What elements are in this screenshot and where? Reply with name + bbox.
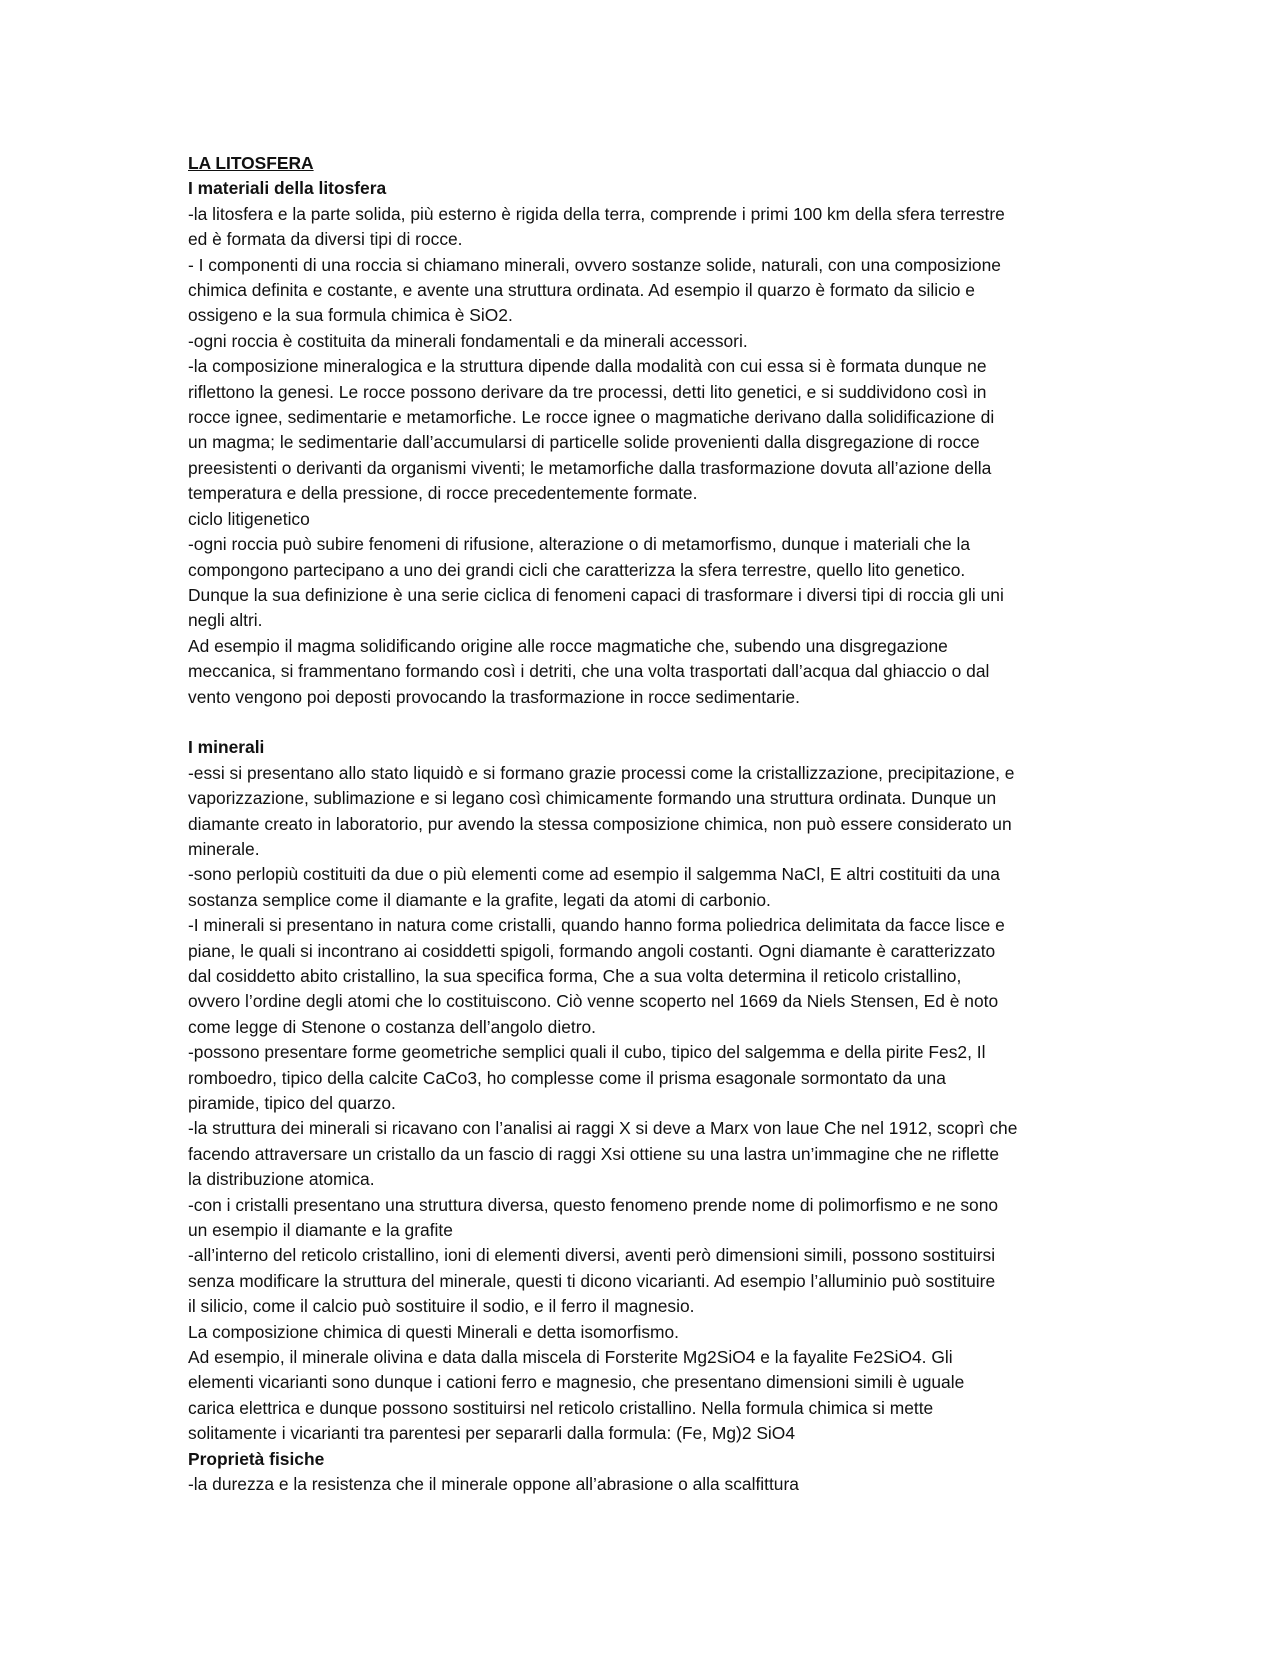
- paragraph-line: facendo attraversare un cristallo da un fascio di raggi Xsi ottiene su una lastra un’immagine che ne riflette: [188, 1143, 1000, 1164]
- section-heading-minerali: I minerali: [188, 737, 265, 758]
- paragraph-line: minerale.: [188, 838, 260, 859]
- document-title: LA LITOSFERA: [188, 153, 314, 173]
- paragraph-line: -la durezza e la resistenza che il minerale oppone all’abrasione o alla scalfittura: [188, 1474, 799, 1495]
- paragraph-line: -ogni roccia è costituita da minerali fondamentali e da minerali accessori.: [188, 330, 748, 351]
- paragraph-line: diamante creato in laboratorio, pur avendo la stessa composizione chimica, non può essere considerato un: [188, 813, 1012, 834]
- paragraph-line: romboedro, tipico della calcite CaCo3, ho complesse come il prisma esagonale sormontato da una: [188, 1067, 946, 1088]
- paragraph-line: -I minerali si presentano in natura come cristalli, quando hanno forma poliedrica delimitata da facce lisce e: [188, 915, 1005, 936]
- paragraph-line: -con i cristalli presentano una struttura diversa, questo fenomeno prende nome di polimorfismo e ne sono: [188, 1194, 999, 1215]
- paragraph-line: come legge di Stenone o costanza dell’angolo dietro.: [188, 1016, 596, 1037]
- section-heading-proprieta-fisiche: Proprietà fisiche: [188, 1448, 325, 1469]
- paragraph-line: -sono perlopiù costituiti da due o più elementi come ad esempio il salgemma NaCl, E altri costituiti da una: [188, 864, 1000, 885]
- paragraph-line: preesistenti o derivanti da organismi viventi; le metamorfiche dalla trasformazione dovuta all’azione della: [188, 457, 992, 478]
- paragraph-line: elementi vicarianti sono dunque i cationi ferro e magnesio, che presentano dimensioni simili è uguale: [188, 1372, 965, 1393]
- paragraph-line: vaporizzazione, sublimazione e si legano così chimicamente formando una struttura ordinata. Dunque un: [188, 788, 997, 809]
- paragraph-line: un magma; le sedimentarie dall’accumularsi di particelle solide provenienti dalla disgregazione di rocce: [188, 432, 980, 453]
- document-page: [188, 151, 1098, 1498]
- paragraph-line: piane, le quali si incontrano ai cosiddetti spigoli, formando angoli costanti. Ogni diamante è caratterizzato: [188, 940, 996, 961]
- paragraph-line: un esempio il diamante e la grafite: [188, 1220, 453, 1241]
- paragraph-line: ossigeno e la sua formula chimica è SiO2.: [188, 305, 513, 326]
- blank-line: [188, 710, 1098, 735]
- section-body-proprieta-fisiche: [188, 1472, 1098, 1497]
- paragraph-line: -all’interno del reticolo cristallino, ioni di elementi diversi, aventi però dimensioni simili, possono sostituirsi: [188, 1245, 996, 1266]
- paragraph-line: sostanza semplice come il diamante e la grafite, legati da atomi di carbonio.: [188, 889, 771, 910]
- paragraph-line: -la composizione mineralogica e la struttura dipende dalla modalità con cui essa si è formata dunque ne: [188, 356, 987, 377]
- paragraph-line: -ogni roccia può subire fenomeni di rifusione, alterazione o di metamorfismo, dunque i materiali che la: [188, 534, 971, 555]
- paragraph-line: negli altri.: [188, 610, 263, 631]
- paragraph-line: vento vengono poi deposti provocando la trasformazione in rocce sedimentarie.: [188, 686, 800, 707]
- paragraph-line: ciclo litigenetico: [188, 508, 310, 529]
- paragraph-line: compongono partecipano a uno dei grandi cicli che caratterizza la sfera terrestre, quello lito genetico.: [188, 559, 966, 580]
- section-body-minerali: [188, 761, 1098, 1447]
- section-body-materiali: [188, 202, 1098, 710]
- paragraph-line: la distribuzione atomica.: [188, 1169, 375, 1190]
- paragraph-line: La composizione chimica di questi Minerali e detta isomorfismo.: [188, 1321, 680, 1342]
- paragraph-line: il silicio, come il calcio può sostituire il sodio, e il ferro il magnesio.: [188, 1296, 695, 1317]
- paragraph-line: Ad esempio il magma solidificando origine alle rocce magmatiche che, subendo una disgregazione: [188, 635, 948, 656]
- paragraph-line: rocce ignee, sedimentarie e metamorfiche. Le rocce ignee o magmatiche derivano dalla solidificazione di: [188, 407, 995, 428]
- paragraph-line: carica elettrica e dunque possono sostituirsi nel reticolo cristallino. Nella formula chimica si mette: [188, 1397, 934, 1418]
- paragraph-line: senza modificare la struttura del minerale, questi ti dicono vicarianti. Ad esempio l’alluminio può sostituire: [188, 1270, 996, 1291]
- paragraph-line: solitamente i vicarianti tra parentesi per separarli dalla formula: (Fe, Mg)2 SiO4: [188, 1423, 795, 1444]
- paragraph-line: temperatura e della pressione, di rocce precedentemente formate.: [188, 483, 698, 504]
- paragraph-line: -essi si presentano allo stato liquidò e si formano grazie processi come la cristallizzazione, precipitazione, e: [188, 762, 1015, 783]
- paragraph-line: Ad esempio, il minerale olivina e data dalla miscela di Forsterite Mg2SiO4 e la fayalite Fe2SiO4. Gli: [188, 1347, 953, 1368]
- paragraph-line: riflettono la genesi. Le rocce possono derivare da tre processi, detti lito genetici, e si suddividono così in: [188, 381, 987, 402]
- paragraph-line: meccanica, si frammentano formando così i detriti, che una volta trasportati dall’acqua dal ghiaccio o dal: [188, 661, 990, 682]
- paragraph-line: -possono presentare forme geometriche semplici quali il cubo, tipico del salgemma e della pirite Fes2, Il: [188, 1042, 986, 1063]
- paragraph-line: -la struttura dei minerali si ricavano con l’analisi ai raggi X si deve a Marx von laue Che nel 1912, scoprì che: [188, 1118, 1018, 1139]
- paragraph-line: chimica definita e costante, e avente una struttura ordinata. Ad esempio il quarzo è formato da silicio e: [188, 280, 975, 301]
- paragraph-line: piramide, tipico del quarzo.: [188, 1093, 396, 1114]
- paragraph-line: -la litosfera e la parte solida, più esterno è rigida della terra, comprende i primi 100 km della sfera terrestre: [188, 203, 1005, 224]
- paragraph-line: - I componenti di una roccia si chiamano minerali, ovvero sostanze solide, naturali, con una composizione: [188, 254, 1001, 275]
- paragraph-line: ed è formata da diversi tipi di rocce.: [188, 229, 463, 250]
- paragraph-line: ovvero l’ordine degli atomi che lo costituiscono. Ciò venne scoperto nel 1669 da Niels Stensen, Ed è noto: [188, 991, 999, 1012]
- paragraph-line: Dunque la sua definizione è una serie ciclica di fenomeni capaci di trasformare i diversi tipi di roccia gli uni: [188, 584, 1004, 605]
- section-heading-materiali: I materiali della litosfera: [188, 178, 387, 199]
- paragraph-line: dal cosiddetto abito cristallino, la sua specifica forma, Che a sua volta determina il reticolo cristallino,: [188, 965, 962, 986]
